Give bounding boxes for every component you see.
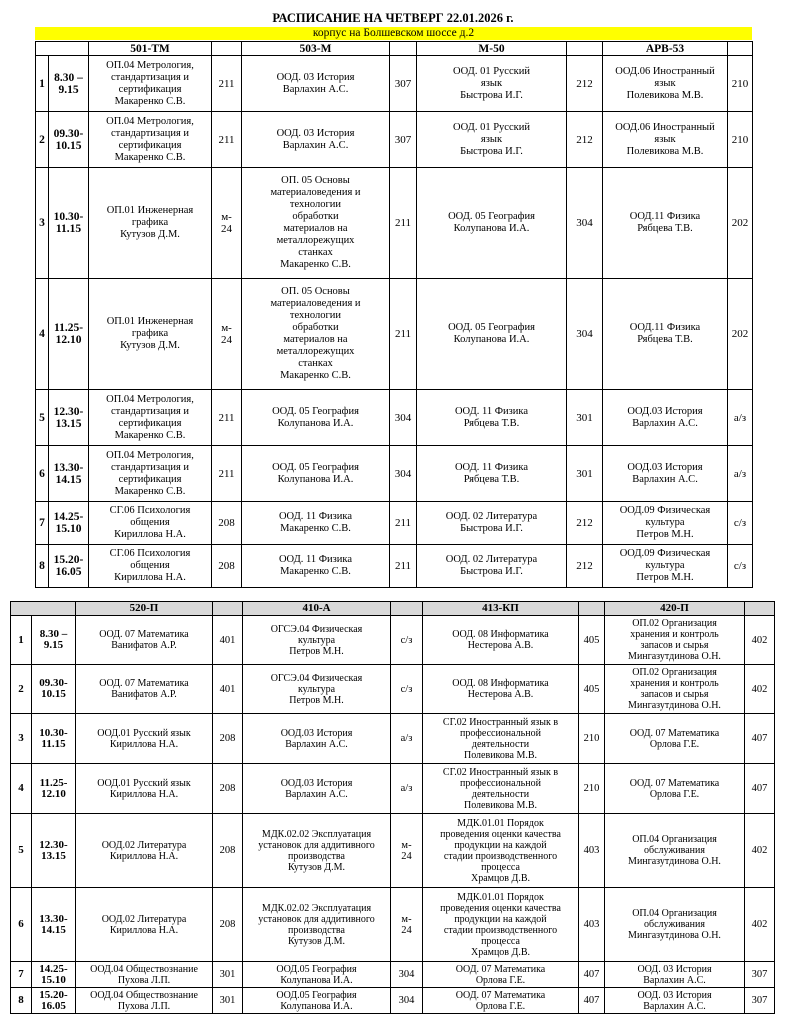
room-cell: 301 [213, 988, 243, 1014]
lesson-row [36, 279, 753, 390]
room-cell: 211 [390, 502, 417, 545]
subject-cell: ООД. 08 Информатика Нестерова А.В. [423, 665, 579, 714]
room-cell: 405 [579, 665, 605, 714]
subject-cell: ОП.04 Метрология, стандартизация и сертификация Макаренко С.В. [89, 446, 212, 502]
subject-cell: ООД. 05 География Колупанова И.А. [417, 168, 567, 279]
subject-cell: ОП.04 Метрология, стандартизация и сертификация Макаренко С.В. [89, 390, 212, 446]
lesson-number: 5 [11, 814, 32, 888]
subject-cell: ОП.04 Метрология, стандартизация и сертификация Макаренко С.В. [89, 112, 212, 168]
subject-cell: ООД. 11 Физика Макаренко С.В. [242, 502, 390, 545]
subject-cell: ООД. 07 Математика Ванифатов А.Р. [76, 665, 213, 714]
room-cell: 304 [391, 962, 423, 988]
schedule-table-1 [35, 41, 753, 588]
room-cell: 208 [213, 814, 243, 888]
lesson-time: 13.30- 14.15 [49, 446, 89, 502]
subject-cell: ОГСЭ.04 Физическая культура Петров М.Н. [243, 616, 391, 665]
room-cell: м- 24 [212, 279, 242, 390]
lesson-time: 8.30 – 9.15 [32, 616, 76, 665]
subject-cell: ООД.05 География Колупанова И.А. [243, 988, 391, 1014]
lesson-number: 4 [36, 279, 49, 390]
lesson-row [36, 56, 753, 112]
schedule-table-2 [10, 601, 775, 1014]
subject-cell: ООД. 02 Литература Быстрова И.Г. [417, 545, 567, 588]
room-cell: 211 [212, 390, 242, 446]
group-header-row [11, 602, 775, 616]
subject-cell: ООД. 01 Русский язык Быстрова И.Г. [417, 112, 567, 168]
room-cell: 304 [390, 446, 417, 502]
subject-cell: ООД.11 Физика Рябцева Т.В. [603, 279, 728, 390]
lesson-row [11, 988, 775, 1014]
lesson-number: 1 [11, 616, 32, 665]
room-cell: 211 [390, 545, 417, 588]
subject-cell: ООД. 07 Математика Орлова Г.Е. [423, 962, 579, 988]
room-cell: 304 [567, 279, 603, 390]
room-cell: 304 [567, 168, 603, 279]
subject-cell: ОП.01 Инженерная графика Кутузов Д.М. [89, 168, 212, 279]
room-cell: 301 [567, 446, 603, 502]
subject-cell: ООД. 07 Математика Ванифатов А.Р. [76, 616, 213, 665]
room-cell: 208 [213, 764, 243, 814]
group-room-header [212, 42, 242, 56]
subject-cell: СГ.06 Психология общения Кириллова Н.А. [89, 502, 212, 545]
room-cell: 407 [579, 962, 605, 988]
room-cell: а/з [391, 714, 423, 764]
subject-cell: ООД. 07 Математика Орлова Г.Е. [423, 988, 579, 1014]
subject-cell: ОП.04 Организация обслуживания Мингазутдинова О.Н. [605, 814, 745, 888]
room-cell: 307 [390, 112, 417, 168]
room-cell: 210 [728, 56, 753, 112]
subject-cell: ООД.02 Литература Кириллова Н.А. [76, 814, 213, 888]
subject-cell: ООД.05 География Колупанова И.А. [243, 962, 391, 988]
group-name: 503-М [242, 42, 390, 56]
subject-cell: ОГСЭ.04 Физическая культура Петров М.Н. [243, 665, 391, 714]
lesson-time: 13.30- 14.15 [32, 888, 76, 962]
group-header-row [36, 42, 753, 56]
building-subtitle: корпус на Болшевском шоссе д.2 [35, 27, 752, 40]
room-cell: 402 [745, 888, 775, 962]
room-cell: 407 [579, 988, 605, 1014]
room-cell: 402 [745, 665, 775, 714]
lesson-row [36, 390, 753, 446]
room-cell: 401 [213, 665, 243, 714]
subject-cell: ООД. 05 География Колупанова И.А. [242, 390, 390, 446]
room-cell: с/з [391, 665, 423, 714]
subject-cell: СГ.02 Иностранный язык в профессиональной деятельности Полевикова М.В. [423, 764, 579, 814]
room-cell: 202 [728, 279, 753, 390]
room-cell: 402 [745, 814, 775, 888]
group-name: 501-ТМ [89, 42, 212, 56]
room-cell: а/з [728, 390, 753, 446]
subject-cell: ООД. 02 Литература Быстрова И.Г. [417, 502, 567, 545]
group-name: 520-П [76, 602, 213, 616]
subject-cell: ООД.06 Иностранный язык Полевикова М.В. [603, 112, 728, 168]
room-cell: 212 [567, 545, 603, 588]
room-cell: 211 [212, 112, 242, 168]
room-cell: 301 [213, 962, 243, 988]
lesson-row [11, 665, 775, 714]
lesson-time: 12.30- 13.15 [32, 814, 76, 888]
corner-cell [11, 602, 76, 616]
lesson-time: 09.30- 10.15 [32, 665, 76, 714]
room-cell: 210 [728, 112, 753, 168]
lesson-row [11, 616, 775, 665]
room-cell: 211 [390, 279, 417, 390]
subject-cell: ООД.02 Литература Кириллова Н.А. [76, 888, 213, 962]
lesson-row [11, 764, 775, 814]
subject-cell: МДК.01.01 Порядок проведения оценки качества продукции на каждой стадии производственного процесса Храмцов Д.В. [423, 888, 579, 962]
room-cell: 402 [745, 616, 775, 665]
group-name: 413-КП [423, 602, 579, 616]
subject-cell: ООД.03 История Варлахин А.С. [603, 446, 728, 502]
subject-cell: ООД. 03 История Варлахин А.С. [242, 56, 390, 112]
lesson-time: 15.20- 16.05 [49, 545, 89, 588]
lesson-number: 5 [36, 390, 49, 446]
group-room-header [745, 602, 775, 616]
subject-cell: ООД. 08 Информатика Нестерова А.В. [423, 616, 579, 665]
lesson-row [11, 814, 775, 888]
lesson-time: 12.30- 13.15 [49, 390, 89, 446]
lesson-time: 10.30- 11.15 [32, 714, 76, 764]
lesson-time: 14.25- 15.10 [32, 962, 76, 988]
room-cell: 211 [390, 168, 417, 279]
room-cell: 202 [728, 168, 753, 279]
subject-cell: ООД.03 История Варлахин А.С. [243, 764, 391, 814]
lesson-row [11, 962, 775, 988]
subject-cell: ООД. 11 Физика Рябцева Т.В. [417, 390, 567, 446]
lesson-time: 8.30 – 9.15 [49, 56, 89, 112]
subject-cell: ООД. 05 География Колупанова И.А. [417, 279, 567, 390]
room-cell: 407 [745, 714, 775, 764]
lesson-number: 8 [11, 988, 32, 1014]
subject-cell: ООД.06 Иностранный язык Полевикова М.В. [603, 56, 728, 112]
subject-cell: СГ.06 Психология общения Кириллова Н.А. [89, 545, 212, 588]
room-cell: 403 [579, 814, 605, 888]
room-cell: 210 [579, 714, 605, 764]
group-name: 410-А [243, 602, 391, 616]
lesson-number: 6 [11, 888, 32, 962]
subject-cell: ООД.09 Физическая культура Петров М.Н. [603, 545, 728, 588]
subject-cell: ОП.02 Организация хранения и контроль запасов и сырья Мингазутдинова О.Н. [605, 665, 745, 714]
subject-cell: ООД. 03 История Варлахин А.С. [242, 112, 390, 168]
lesson-number: 7 [36, 502, 49, 545]
subject-cell: ООД. 11 Физика Макаренко С.В. [242, 545, 390, 588]
lesson-row [36, 112, 753, 168]
lesson-time: 15.20- 16.05 [32, 988, 76, 1014]
group-room-header [213, 602, 243, 616]
lesson-number: 2 [36, 112, 49, 168]
lesson-number: 1 [36, 56, 49, 112]
room-cell: м- 24 [391, 888, 423, 962]
subject-cell: ООД.11 Физика Рябцева Т.В. [603, 168, 728, 279]
group-room-header [579, 602, 605, 616]
room-cell: 212 [567, 112, 603, 168]
room-cell: 304 [390, 390, 417, 446]
subject-cell: ОП.01 Инженерная графика Кутузов Д.М. [89, 279, 212, 390]
subject-cell: ООД.04 Обществознание Пухова Л.П. [76, 962, 213, 988]
lesson-number: 4 [11, 764, 32, 814]
room-cell: 208 [213, 714, 243, 764]
group-room-header [728, 42, 753, 56]
subject-cell: ООД. 05 География Колупанова И.А. [242, 446, 390, 502]
lesson-time: 10.30- 11.15 [49, 168, 89, 279]
subject-cell: ООД.03 История Варлахин А.С. [603, 390, 728, 446]
group-name: 420-П [605, 602, 745, 616]
room-cell: 208 [212, 502, 242, 545]
subject-cell: ОП.02 Организация хранения и контроль запасов и сырья Мингазутдинова О.Н. [605, 616, 745, 665]
subject-cell: МДК.02.02 Эксплуатация установок для аддитивного производства Кутузов Д.М. [243, 814, 391, 888]
lesson-row [36, 502, 753, 545]
room-cell: с/з [728, 502, 753, 545]
group-room-header [567, 42, 603, 56]
subject-cell: ООД. 03 История Варлахин А.С. [605, 962, 745, 988]
lesson-time: 11.25- 12.10 [49, 279, 89, 390]
room-cell: 304 [391, 988, 423, 1014]
room-cell: м- 24 [212, 168, 242, 279]
lesson-number: 7 [11, 962, 32, 988]
room-cell: 401 [213, 616, 243, 665]
room-cell: а/з [728, 446, 753, 502]
subject-cell: ООД. 07 Математика Орлова Г.Е. [605, 714, 745, 764]
room-cell: 210 [579, 764, 605, 814]
room-cell: 403 [579, 888, 605, 962]
room-cell: 407 [745, 764, 775, 814]
lesson-number: 3 [36, 168, 49, 279]
lesson-time: 14.25- 15.10 [49, 502, 89, 545]
subject-cell: ООД.01 Русский язык Кириллова Н.А. [76, 714, 213, 764]
subject-cell: ОП.04 Организация обслуживания Мингазутдинова О.Н. [605, 888, 745, 962]
room-cell: 405 [579, 616, 605, 665]
room-cell: с/з [391, 616, 423, 665]
lesson-number: 6 [36, 446, 49, 502]
subject-cell: ООД.03 История Варлахин А.С. [243, 714, 391, 764]
group-room-header [391, 602, 423, 616]
subject-cell: МДК.01.01 Порядок проведения оценки качества продукции на каждой стадии производственного процесса Храмцов Д.В. [423, 814, 579, 888]
room-cell: 307 [745, 962, 775, 988]
room-cell: 301 [567, 390, 603, 446]
lesson-time: 11.25- 12.10 [32, 764, 76, 814]
room-cell: 307 [745, 988, 775, 1014]
lesson-row [36, 545, 753, 588]
room-cell: 212 [567, 502, 603, 545]
subject-cell: МДК.02.02 Эксплуатация установок для аддитивного производства Кутузов Д.М. [243, 888, 391, 962]
lesson-row [36, 168, 753, 279]
subject-cell: ООД. 11 Физика Рябцева Т.В. [417, 446, 567, 502]
lesson-row [11, 888, 775, 962]
room-cell: 208 [213, 888, 243, 962]
lesson-number: 2 [11, 665, 32, 714]
room-cell: с/з [728, 545, 753, 588]
subject-cell: ООД.04 Обществознание Пухова Л.П. [76, 988, 213, 1014]
lesson-time: 09.30- 10.15 [49, 112, 89, 168]
lesson-row [11, 714, 775, 764]
subject-cell: ООД. 07 Математика Орлова Г.Е. [605, 764, 745, 814]
room-cell: м- 24 [391, 814, 423, 888]
group-name: М-50 [417, 42, 567, 56]
subject-cell: ООД. 01 Русский язык Быстрова И.Г. [417, 56, 567, 112]
subject-cell: ОП.04 Метрология, стандартизация и сертификация Макаренко С.В. [89, 56, 212, 112]
room-cell: а/з [391, 764, 423, 814]
lesson-row [36, 446, 753, 502]
page-title: РАСПИСАНИЕ НА ЧЕТВЕРГ 22.01.2026 г. [272, 11, 514, 25]
group-name: АРВ-53 [603, 42, 728, 56]
subject-cell: СГ.02 Иностранный язык в профессиональной деятельности Полевикова М.В. [423, 714, 579, 764]
group-room-header [390, 42, 417, 56]
lesson-number: 3 [11, 714, 32, 764]
subject-cell: ООД.01 Русский язык Кириллова Н.А. [76, 764, 213, 814]
lesson-number: 8 [36, 545, 49, 588]
subject-cell: ОП. 05 Основы материаловедения и технологии обработки материалов на металлорежущих станках Макаренко С.В. [242, 168, 390, 279]
subject-cell: ОП. 05 Основы материаловедения и технологии обработки материалов на металлорежущих станках Макаренко С.В. [242, 279, 390, 390]
room-cell: 307 [390, 56, 417, 112]
room-cell: 211 [212, 446, 242, 502]
corner-cell [36, 42, 89, 56]
room-cell: 212 [567, 56, 603, 112]
room-cell: 208 [212, 545, 242, 588]
subject-cell: ООД.09 Физическая культура Петров М.Н. [603, 502, 728, 545]
room-cell: 211 [212, 56, 242, 112]
subject-cell: ООД. 03 История Варлахин А.С. [605, 988, 745, 1014]
